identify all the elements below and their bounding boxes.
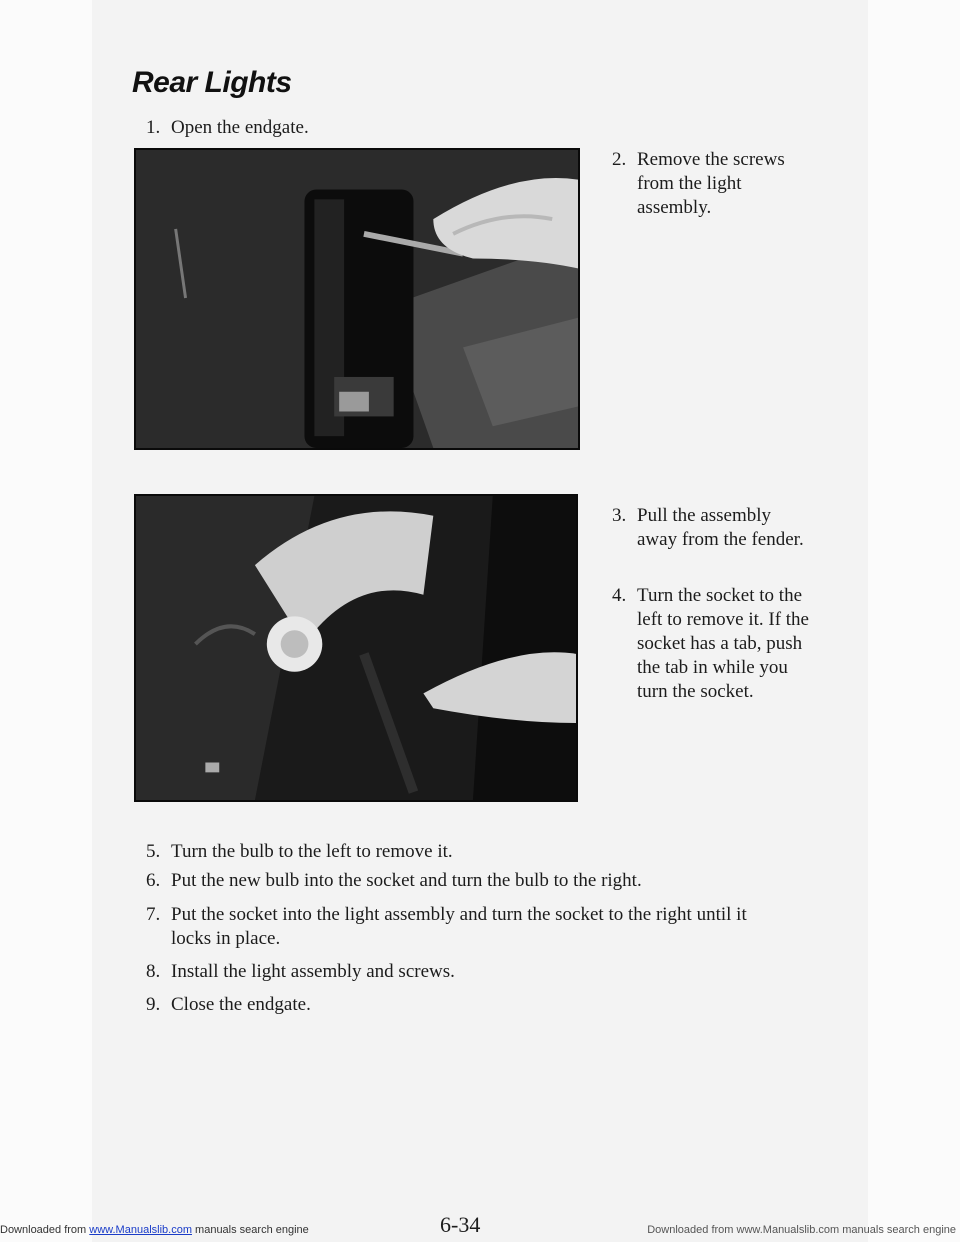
download-footer xyxy=(0,1224,309,1236)
step-text: Put the new bulb into the socket and turn the bulb to the right. xyxy=(171,870,642,891)
step-5 xyxy=(146,840,806,864)
step-7 xyxy=(146,903,786,951)
page-number: 6-34 xyxy=(440,1212,481,1237)
step-3 xyxy=(612,504,812,552)
step-text: Put the socket into the light assembly and turn the socket to the right until it locks in place. xyxy=(171,904,747,949)
photo-pull-assembly xyxy=(134,494,578,802)
step-text: Install the light assembly and screws. xyxy=(171,961,455,982)
step-4 xyxy=(612,584,812,704)
watermark-footer: Downloaded from www.Manualslib.com manuals search engine xyxy=(647,1224,956,1236)
step-1 xyxy=(146,116,546,140)
step-9 xyxy=(146,993,806,1017)
step-2 xyxy=(612,148,812,220)
step-number: 9. xyxy=(146,994,161,1015)
page-margin-right xyxy=(868,0,960,1242)
step-number: 2. xyxy=(612,149,627,170)
photo-screwdriver-image xyxy=(136,150,578,448)
manualslib-link[interactable]: www.Manualslib.com xyxy=(89,1224,192,1236)
step-6 xyxy=(146,869,806,893)
step-text: Pull the assembly away from the fender. xyxy=(637,505,804,550)
step-number: 7. xyxy=(146,904,161,925)
step-number: 6. xyxy=(146,870,161,891)
step-text: Turn the bulb to the left to remove it. xyxy=(171,841,453,862)
photo-socket-removal-image xyxy=(136,496,576,800)
step-number: 1. xyxy=(146,117,161,138)
step-text: Remove the screws from the light assembly. xyxy=(637,149,785,218)
photo-remove-screws xyxy=(134,148,580,450)
step-text: Open the endgate. xyxy=(171,117,309,138)
step-text: Turn the socket to the left to remove it. If the socket has a tab, push the tab in while you turn the socket. xyxy=(637,585,809,702)
page-title: Rear Lights xyxy=(132,66,292,99)
footer-prefix: Downloaded from xyxy=(0,1224,90,1236)
step-number: 4. xyxy=(612,585,627,606)
step-number: 8. xyxy=(146,961,161,982)
page-margin-left xyxy=(0,0,92,1242)
step-8 xyxy=(146,960,806,984)
footer-suffix: manuals search engine xyxy=(191,1224,309,1236)
step-text: Close the endgate. xyxy=(171,994,311,1015)
step-number: 5. xyxy=(146,841,161,862)
step-number: 3. xyxy=(612,505,627,526)
